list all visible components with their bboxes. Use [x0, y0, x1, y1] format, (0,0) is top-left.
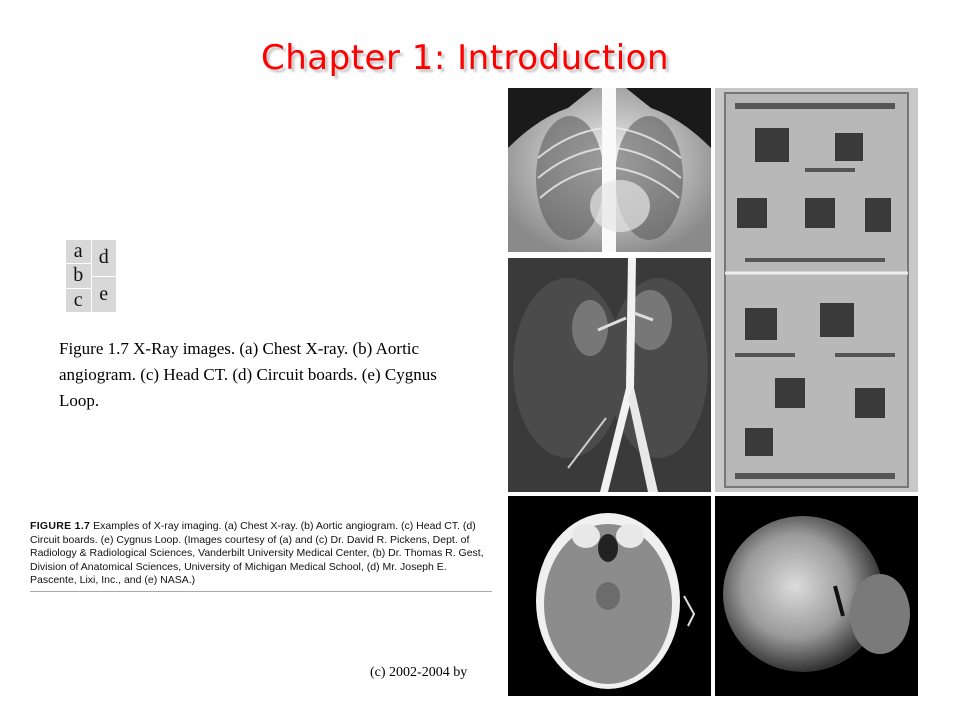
panel-layout-key — [66, 240, 116, 312]
book-caption-text: Examples of X-ray imaging. (a) Chest X-ray. (b) Aortic angiogram. (c) Head CT. (d) Circuit boards. (e) Cygnus Loop. (Images courtesy of (a) and (c) Dr. David R. Pickens, Dept. of Radiology & Radiological Sciences, Vanderbilt University Medical Center, (b) Dr. Thomas R. Gest, Division of Anatomical Sciences, University of Michigan Medical School, (d) Mr. Joseph E. Pascente, Lixi, Inc., and (e) NASA.) — [30, 520, 484, 586]
layout-key-e: e — [92, 277, 117, 313]
cygnus-loop-image — [715, 496, 918, 696]
layout-key-a: a — [66, 240, 91, 263]
slide-title: Chapter 1: Introduction — [260, 38, 670, 78]
layout-key-d: d — [92, 240, 117, 276]
figure-caption: Figure 1.7 X-Ray images. (a) Chest X-ray. (b) Aortic angiogram. (c) Head CT. (d) Circuit boards. (e) Cygnus Loop. — [59, 339, 437, 410]
copyright-footer: (c) 2002-2004 by — [370, 665, 468, 680]
aortic-angiogram-image — [508, 258, 711, 492]
book-figure-caption — [30, 520, 492, 592]
layout-key-b: b — [66, 264, 91, 287]
chest-xray-image — [508, 88, 711, 252]
circuit-board-xray-image — [715, 88, 918, 492]
head-ct-image — [508, 496, 711, 696]
book-caption-lead: FIGURE 1.7 — [30, 520, 91, 532]
layout-key-c: c — [66, 289, 91, 312]
